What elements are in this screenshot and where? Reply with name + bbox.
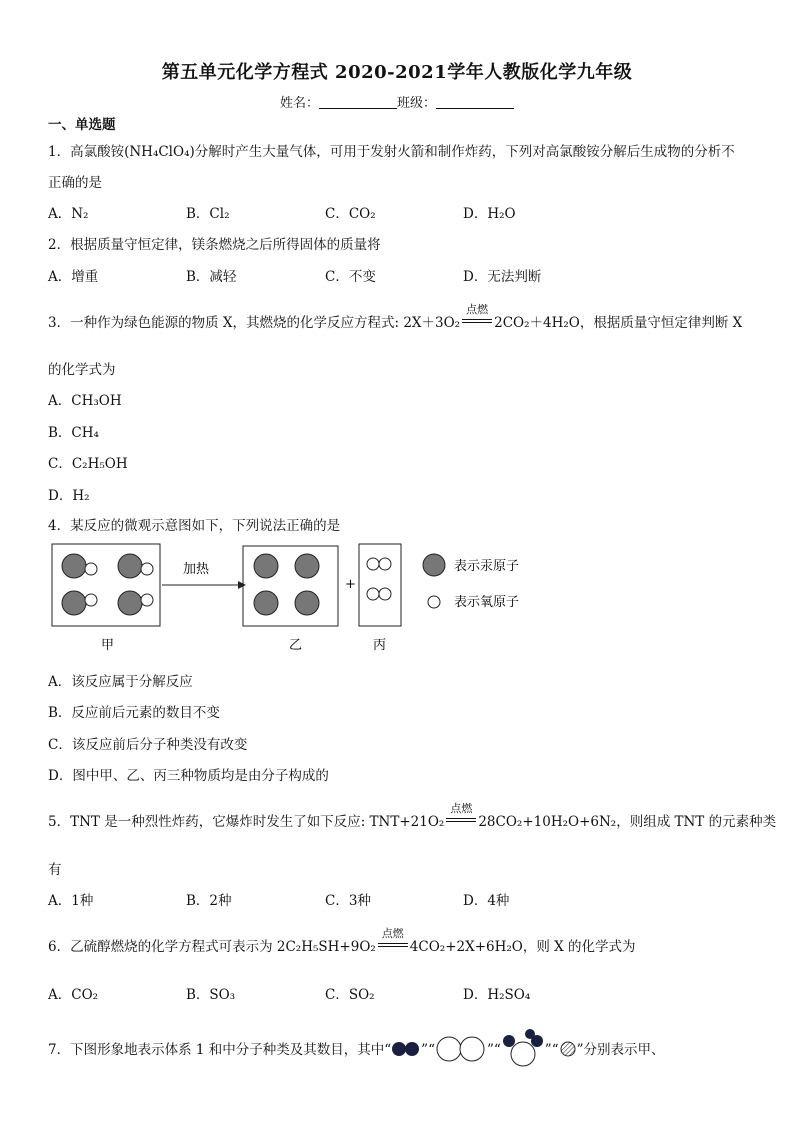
- q2-option-a: A．增重: [48, 269, 99, 285]
- equals-sign-icon: [378, 943, 408, 947]
- name-blank: [319, 96, 397, 109]
- arrow-label: 加热: [183, 562, 210, 577]
- q3-text-b: 2CO₂＋4H₂O，根据质量守恒定律判断 X: [494, 315, 743, 331]
- q4-option-a: A．该反应属于分解反应: [48, 674, 193, 690]
- q6-text-b: 4CO₂+2X+6H₂O，则 X 的化学式为: [409, 939, 636, 955]
- q7-text-a: 7．下图形象地表示体系 1 和中分子种类及其数目，其中“: [48, 1042, 392, 1058]
- q2-option-c: C．不变: [325, 269, 376, 285]
- label-bing: 丙: [373, 638, 387, 653]
- hg-atom: [295, 591, 319, 615]
- hgo-molecule: [118, 591, 153, 615]
- q4-text: 4．某反应的微观示意图如下，下列说法正确的是: [48, 518, 341, 534]
- q3-option-b: B．CH₄: [48, 425, 99, 441]
- q5-reaction-arrow: [444, 802, 478, 830]
- q2-option-b: B．减轻: [186, 269, 237, 285]
- q3-reaction-arrow: [460, 303, 494, 331]
- hgo-molecule: [62, 554, 97, 578]
- hgo-molecule: [62, 591, 97, 615]
- q5-option-c: C．3种: [325, 893, 371, 909]
- q7-text: [48, 1028, 665, 1068]
- o2-molecule: [367, 588, 391, 600]
- hg-atom: [295, 554, 319, 578]
- q2-text: 2．根据质量守恒定律，镁条燃烧之后所得固体的质量将: [48, 237, 381, 253]
- q3-option-d: D．H₂: [48, 488, 90, 504]
- q1-text-cont: 正确的是: [48, 175, 102, 191]
- arrow-head-icon: [238, 581, 246, 589]
- hg-atom-legend-icon: [423, 554, 445, 576]
- section-heading: 一、单选题: [48, 117, 116, 133]
- q6-option-d: D．H₂SO₄: [463, 987, 531, 1003]
- q6-text: [48, 927, 636, 955]
- q1-option-a: A．N₂: [48, 206, 89, 222]
- q6-reaction-arrow: [376, 927, 410, 955]
- q5-text: [48, 802, 777, 830]
- q7-quote-3: ”“: [544, 1042, 559, 1058]
- box-bing: [359, 544, 401, 626]
- equals-sign-icon: [446, 818, 476, 822]
- q6-option-a: A．CO₂: [48, 987, 99, 1003]
- q1-option-c: C．CO₂: [325, 206, 376, 222]
- q4-option-b: B．反应前后元素的数目不变: [48, 705, 220, 721]
- q5-option-a: A．1种: [48, 893, 94, 909]
- q3-option-a: A．CH₃OH: [48, 393, 122, 409]
- hgo-molecule: [118, 554, 153, 578]
- q5-text-cont: 有: [48, 862, 62, 878]
- triatomic-molecule-icon: [501, 1028, 545, 1068]
- q2-option-d: D．无法判断: [463, 269, 542, 285]
- o2-molecule: [367, 558, 391, 570]
- legend-hg-text: 表示汞原子: [454, 559, 520, 574]
- q3-text-a: 3．一种作为绿色能源的物质 X，其燃烧的化学反应方程式: 2X＋3O₂: [48, 315, 461, 331]
- q6-text-a: 6．乙硫醇燃烧的化学方程式可表示为 2C₂H₅SH+9O₂: [48, 939, 376, 955]
- q1-option-d: D．H₂O: [463, 206, 516, 222]
- name-class-line: [0, 92, 794, 111]
- label-yi: 乙: [289, 638, 303, 653]
- reaction-micro-diagram: [48, 540, 608, 660]
- q4-option-c: C．该反应前后分子种类没有改变: [48, 737, 248, 753]
- class-label: 班级：: [397, 96, 437, 111]
- plus-sign: +: [345, 577, 356, 592]
- q5-option-d: D．4种: [463, 893, 510, 909]
- name-label: 姓名：: [279, 96, 319, 111]
- hatched-atom-icon: [559, 1040, 577, 1058]
- equals-sign-icon: [462, 319, 492, 323]
- dark-diatomic-molecule-icon: [391, 1040, 421, 1058]
- hg-atom: [254, 554, 278, 578]
- white-diatomic-molecule-icon: [435, 1035, 487, 1063]
- q5-text-b: 28CO₂+10H₂O+6N₂，则组成 TNT 的元素种类: [478, 814, 777, 830]
- q1-option-b: B．Cl₂: [186, 206, 230, 222]
- q7-text-b: ”分别表示甲、: [576, 1042, 665, 1058]
- q1-text: 1．高氯酸铵(NH₄ClO₄)分解时产生大量气体，可用于发射火箭和制作炸药，下列对高氯酸铵分解后生成物的分析不: [48, 144, 735, 160]
- q6-option-b: B．SO₃: [186, 987, 236, 1003]
- hg-atom: [254, 591, 278, 615]
- q5-text-a: 5．TNT 是一种烈性炸药，它爆炸时发生了如下反应: TNT+21O₂: [48, 814, 445, 830]
- q7-quote-2: ”“: [486, 1042, 501, 1058]
- class-blank: [436, 96, 514, 109]
- legend-o-text: 表示氧原子: [454, 595, 520, 610]
- q6-option-c: C．SO₂: [325, 987, 375, 1003]
- q3-option-c: C．C₂H₅OH: [48, 456, 128, 472]
- o-atom-legend-icon: [428, 596, 440, 608]
- q7-quote-1: ”“: [421, 1042, 435, 1058]
- q3-condition: 点燃: [466, 303, 489, 316]
- q4-option-d: D．图中甲、乙、丙三种物质均是由分子构成的: [48, 768, 329, 784]
- q5-option-b: B．2种: [186, 893, 232, 909]
- q3-text-cont: 的化学式为: [48, 362, 116, 378]
- q5-condition: 点燃: [450, 802, 473, 815]
- label-jia: 甲: [101, 638, 115, 653]
- page-title: 第五单元化学方程式 2020-2021学年人教版化学九年级: [161, 62, 633, 83]
- q6-condition: 点燃: [381, 927, 404, 940]
- q3-text: [48, 303, 743, 331]
